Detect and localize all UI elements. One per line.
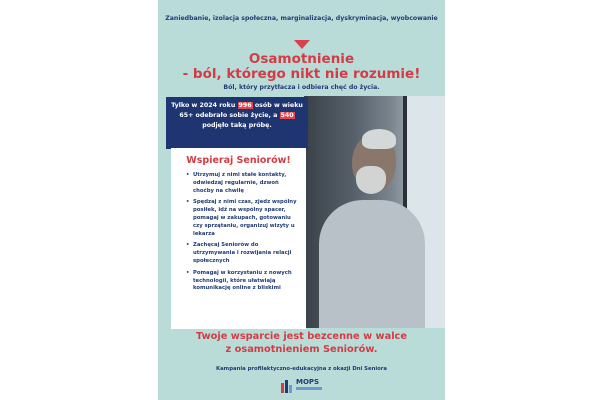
statistic-box [166,97,308,149]
footer-line-2: z osamotnieniem Seniorów. [225,344,378,355]
topline-text: Zaniedbanie, izolacja społeczna, marginalizacja, dyskryminacja, wyobcowanie [165,15,438,22]
list-item [186,270,298,293]
stat-part-2: osób w wieku 65+ odebrało sobie życie, a [179,102,303,119]
support-box [171,148,306,329]
list-item [186,199,298,238]
footer-headline [158,330,445,356]
stat-part-3: podjęło taką próbę. [202,122,272,129]
campaign-text: Kampania profilaktyczno-edukacyjna z okazji Dni Seniora [216,366,387,372]
senior-photo [304,96,445,328]
mops-logo [280,378,324,393]
arrow-down-icon [294,40,310,49]
statistic-text [171,101,303,131]
photo-torso [319,200,425,328]
logo-text: MOPS [296,378,320,386]
support-list [186,172,298,297]
bullet-dot-icon: • [186,242,190,249]
list-item-text: Utrzymuj z nimi stałe kontakty, odwiedzaj regularnie, dzwoń choćby na chwilę [193,172,287,194]
footer-line-1: Twoje wsparcie jest bezcenne w walce [195,331,408,342]
bullet-dot-icon: • [186,172,190,178]
photo-hair [362,129,396,149]
topline [158,14,445,23]
bullet-dot-icon: • [186,199,190,206]
support-title: Wspieraj Seniorów! [186,155,291,166]
stat-number-1: 996 [238,102,252,109]
list-item-text: Spędzaj z nimi czas, zjedz wspólny posiłek, idź na wspólny spacer, pomagaj w zakupach, gotowaniu czy sprzątaniu, organizuj wizyty u lekarza [193,199,297,237]
list-item-text: Pomagaj w korzystaniu z nowych technologii, które ułatwiają komunikację online z bliskimi [193,269,292,292]
stat-number-2: 540 [280,112,294,119]
mops-logo-icon [280,378,294,393]
list-item [186,242,298,265]
list-item-text: Zachęcaj Seniorów do utrzymywania i rozwijania relacji społecznych [193,242,292,264]
list-item [186,172,298,195]
poster [158,0,445,400]
title-line-1: Osamotnienie [248,51,355,67]
poster-subtitle: Ból, który przytłacza i odbiera chęć do życia. [223,84,380,91]
photo-beard [356,166,386,194]
poster-title [158,52,445,82]
title-line-2: - ból, którego nikt nie rozumie! [182,66,421,82]
bullet-dot-icon: • [186,269,190,276]
stat-part-1: Tylko w 2024 roku [171,102,238,109]
logo-bar [296,387,322,390]
